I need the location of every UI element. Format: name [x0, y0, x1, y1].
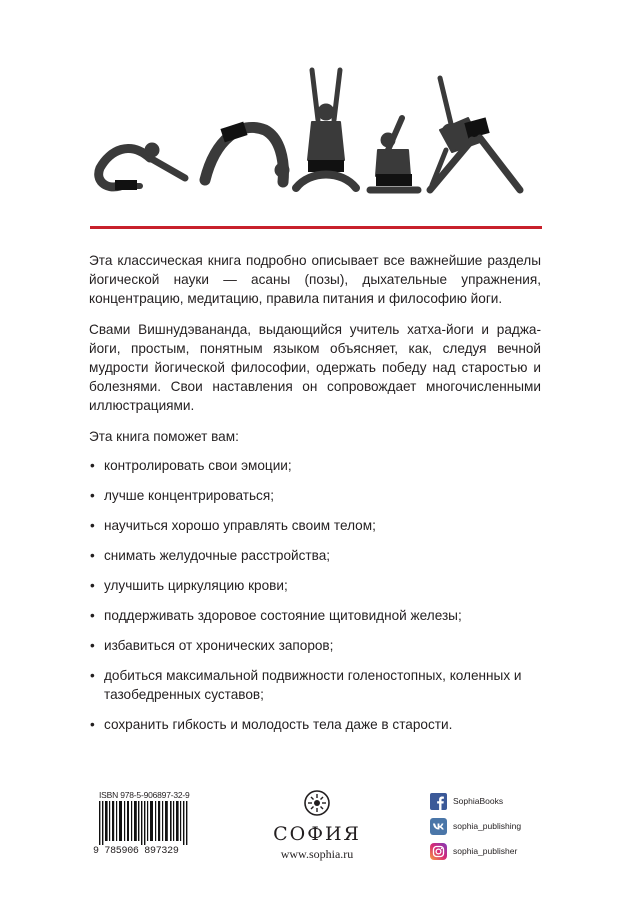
- social-vk[interactable]: [430, 817, 521, 835]
- facebook-handle: SophiaBooks: [453, 796, 504, 806]
- list-intro: Эта книга поможет вам:: [89, 429, 239, 444]
- sophia-emblem-icon: [304, 790, 330, 816]
- bullet-icon: •: [90, 668, 95, 683]
- isbn-digits: 9 785906 897329: [93, 846, 179, 857]
- vk-icon: [430, 818, 447, 835]
- social-facebook[interactable]: [430, 792, 521, 810]
- bullet-icon: •: [90, 578, 95, 593]
- list-item: • научиться хорошо управлять своим телом;: [90, 518, 376, 533]
- bullet-icon: •: [90, 548, 95, 563]
- isbn-label: ISBN 978-5-906897-32-9: [99, 790, 190, 800]
- instagram-icon: [430, 843, 447, 860]
- vk-handle: sophia_publishing: [453, 821, 522, 831]
- yoga-figure-3: [296, 70, 356, 188]
- description-paragraph: Свами Вишнудэвананда, выдающийся учитель хатха-йоги и раджа-йоги, простым, понятным языком объясняет, как, следуя вечной мудрости йогической философии, одержать победу над старостью и болезнями. Свои наставления он сопровождает многочисленными иллюстрациями.: [89, 322, 541, 413]
- publisher-logo: [262, 790, 372, 862]
- bullet-icon: •: [90, 458, 95, 473]
- bullet-icon: •: [90, 608, 95, 623]
- social-instagram[interactable]: [430, 842, 521, 860]
- publisher-name: СОФИЯ: [273, 823, 361, 845]
- bullet-icon: •: [90, 717, 95, 732]
- bullet-icon: •: [90, 518, 95, 533]
- list-item: • избавиться от хронических запоров;: [90, 638, 334, 653]
- description-paragraph: Эта классическая книга подробно описывает все важнейшие разделы йогической науки — асаны (позы), дыхательные упражнения, концентрацию, медитацию, правила питания и философию йоги.: [89, 253, 541, 306]
- yoga-figure-1: [99, 143, 185, 190]
- yoga-figure-4: [370, 118, 418, 190]
- description-block: [89, 251, 541, 745]
- publisher-url[interactable]: www.sophia.ru: [280, 847, 354, 861]
- list-item: • контролировать свои эмоции;: [90, 458, 292, 473]
- red-divider: [90, 226, 542, 229]
- barcode-icon: [93, 801, 193, 845]
- bullet-icon: •: [90, 488, 95, 503]
- instagram-handle: sophia_publisher: [453, 846, 518, 856]
- list-item: • снимать желудочные расстройства;: [90, 548, 331, 563]
- social-links: [430, 792, 521, 867]
- yoga-figure-2: [205, 122, 289, 182]
- bullet-icon: •: [90, 638, 95, 653]
- list-item: • поддерживать здоровое состояние щитовидной железы;: [90, 608, 462, 623]
- benefits-list: [89, 456, 541, 734]
- list-item: • лучше концентрироваться;: [90, 488, 274, 503]
- yoga-poses-illustration: [0, 0, 630, 215]
- yoga-figure-5: [430, 78, 520, 190]
- list-item: • добиться максимальной подвижности голеностопных, коленных и тазобедренных суставов;: [90, 668, 522, 702]
- isbn-barcode: [93, 790, 197, 857]
- list-item: • сохранить гибкость и молодость тела даже в старости.: [90, 717, 453, 732]
- facebook-icon: [430, 793, 447, 810]
- list-item: • улучшить циркуляцию крови;: [90, 578, 288, 593]
